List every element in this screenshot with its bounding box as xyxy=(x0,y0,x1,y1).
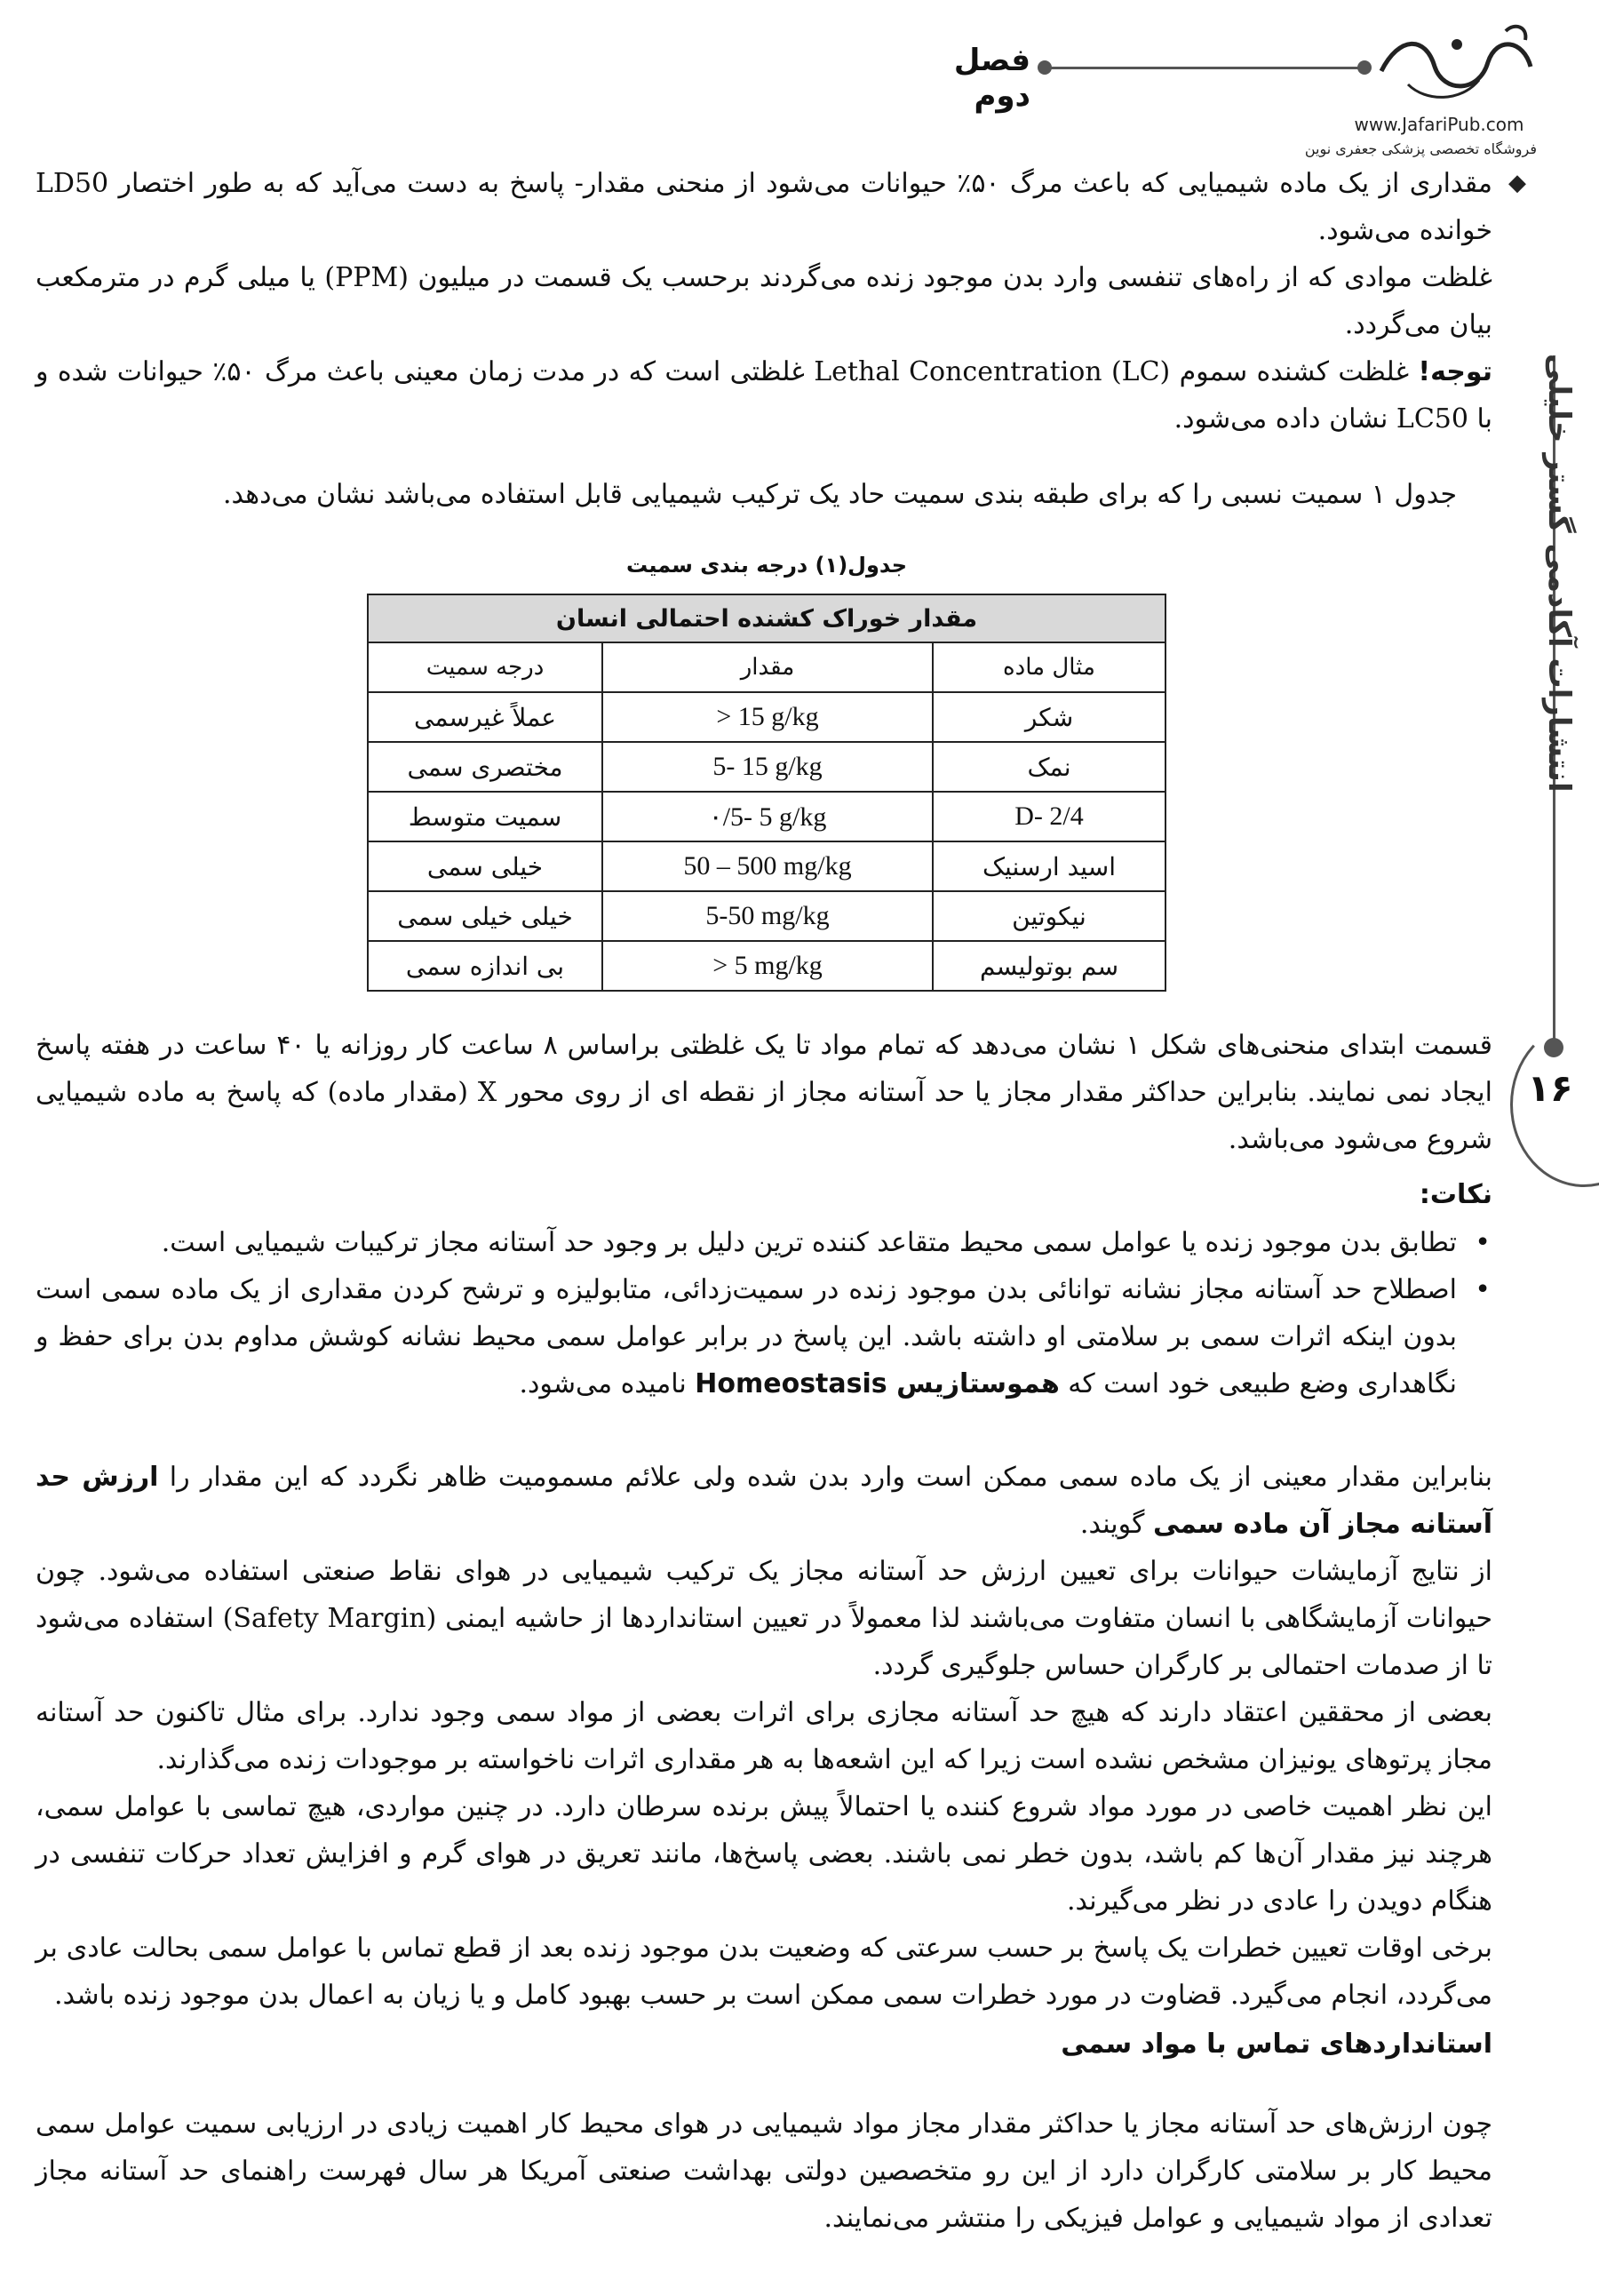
table-row xyxy=(368,792,1165,841)
column-header: مقدار xyxy=(602,642,933,692)
header-rule xyxy=(1044,67,1364,69)
table-cell: عملاً غیرسمی xyxy=(368,692,602,742)
list-item: • تطابق بدن موجود زنده یا عوامل سمی محیط متقاعد کننده ترین دلیل بر وجود حد آستانه مجاز ترکیبات شیمیایی است. xyxy=(36,1219,1457,1266)
table-cell: > 5 mg/kg xyxy=(602,941,933,991)
table-cell: بی اندازه سمی xyxy=(368,941,602,991)
paragraph-animal-tests: از نتایج آزمایشات حیوانات برای تعیین ارزش حد آستانه مجاز یک ترکیب شیمیایی در هوای نقاط صنعتی استفاده می‌شود. چون حیوانات آزمایشگاهی با انسان متفاوت می‌باشند لذا معمولاً در تعیین استانداردها از حاشیه ایمنی (Safety Margin) استفاده می‌شود تا از صدمات احتمالی بر کارگران حساس جلوگیری گردد. xyxy=(36,1556,1492,1681)
table-cell: D- 2/4 xyxy=(933,792,1165,841)
notes-heading: نکات: xyxy=(1419,1179,1492,1210)
paragraph-table-intro: جدول ۱ سمیت نسبی را که برای طبقه بندی سمیت حاد یک ترکیب شیمیایی قابل استفاده می‌باشد نشان می‌دهد. xyxy=(222,479,1457,510)
page-number: ۱۶ xyxy=(1527,1066,1573,1110)
table-cell: مختصری سمی xyxy=(368,742,602,792)
table-title-row xyxy=(368,594,1165,642)
paragraph-lc50 xyxy=(36,348,1492,442)
toxicity-table xyxy=(367,594,1166,992)
table-cell: اسید ارسنیک xyxy=(933,841,1165,891)
notes-list xyxy=(36,1219,1492,1407)
table-cell: 5- 15 g/kg xyxy=(602,742,933,792)
paragraph-ld50: ◆ مقداری از یک ماده شیمیایی که باعث مرگ ۵۰٪ حیوانات می‌شود از منحنی مقدار- پاسخ به دست می‌آید که به طور اختصار LD50 خوانده می‌شود. xyxy=(36,160,1492,254)
table-cell: شکر xyxy=(933,692,1165,742)
publisher-name: فروشگاه تخصصی پزشکی جعفری نوین xyxy=(1304,140,1537,157)
table-cell: > 15 g/kg xyxy=(602,692,933,742)
side-rule-dot xyxy=(1544,1038,1563,1057)
paragraph-curve: قسمت ابتدای منحنی‌های شکل ۱ نشان می‌دهد که تمام مواد تا یک غلظتی براساس ۸ ساعت کار روزانه یا ۴۰ ساعت در هفته پاسخ ایجاد نمی نمایند. بنابراین حداکثر مقدار مجاز یا حد آستانه مجاز از نقطه ای از روی محور X (مقدار ماده) که پاسخ به ماده شیمیایی شروع می‌شود می‌باشد. xyxy=(36,1030,1492,1155)
table-cell: نیکوتین xyxy=(933,891,1165,941)
threshold-term: ارزش حد آستانه مجاز آن ماده سمی xyxy=(36,1462,1492,1540)
paragraph-threshold-value xyxy=(36,1454,1492,1548)
side-publisher-text: انتشارات آکادمی گستر خلیلی xyxy=(1541,354,1577,793)
chapter-title: فصل دوم xyxy=(953,43,1030,114)
homeostasis-term: هموستازیس Homeostasis xyxy=(695,1368,1060,1399)
paragraph-recovery: برخی اوقات تعیین خطرات یک پاسخ بر حسب سرعتی که وضعیت بدن موجود زنده بعد از قطع تماس با عوامل سمی بحالت عادی بر می‌گردد، انجام می‌گیرد. قضاوت در مورد خطرات سمی ممکن است بر حسب بهبود کامل و یا زیان به اعمال بدن موجود زنده باشد. xyxy=(36,1933,1492,2011)
publisher-logo xyxy=(1372,18,1537,107)
paragraph-carcinogens: این نظر اهمیت خاصی در مورد مواد شروع کننده یا احتمالاً پیش برنده سرطان دارد. در چنین مواردی، هیچ تماسی با عوامل سمی، هرچند نیز مقدار آن‌ها کم باشد، بدون خطر نمی باشند. بعضی پاسخ‌ها، مانند تعریق در هوای گرم و افزایش تعداد حرکات تنفسی در هنگام دویدن را عادی در نظر می‌گیرند. xyxy=(36,1791,1492,1917)
table-cell: سم بوتولیسم xyxy=(933,941,1165,991)
list-item xyxy=(36,1266,1457,1407)
column-header: مثال ماده xyxy=(933,642,1165,692)
column-header: درجه سمیت xyxy=(368,642,602,692)
table-row xyxy=(368,941,1165,991)
table-row xyxy=(368,692,1165,742)
table-row xyxy=(368,891,1165,941)
paragraph-text: بنابراین مقدار معینی از یک ماده سمی ممکن است وارد بدن شده ولی علائم مسمومیت ظاهر نگردد که این مقدار را xyxy=(158,1462,1492,1493)
header-rule-dot xyxy=(1357,60,1372,75)
table-cell: خیلی خیلی سمی xyxy=(368,891,602,941)
table-row xyxy=(368,742,1165,792)
section-heading: استانداردهای تماس با مواد سمی xyxy=(1061,2029,1492,2060)
table-cell: نمک xyxy=(933,742,1165,792)
table-cell: 50 – 500 mg/kg xyxy=(602,841,933,891)
note-label: توجه! xyxy=(1418,356,1492,387)
table-row xyxy=(368,841,1165,891)
paragraph-no-threshold: بعضی از محققین اعتقاد دارند که هیچ حد آستانه مجازی برای اثرات بعضی از مواد سمی وجود ندارد. برای مثال تاکنون حد آستانه مجاز پرتوهای یونیزان مشخص نشده است زیرا که این اشعه‌ها به هر مقداری اثرات ناخواسته بر موجودات زنده می‌گذارند. xyxy=(36,1697,1492,1775)
paragraph-text: گویند. xyxy=(1079,1509,1153,1540)
table-header-row xyxy=(368,642,1165,692)
table-cell: 5-50 mg/kg xyxy=(602,891,933,941)
paragraph-standards: چون ارزش‌های حد آستانه مجاز یا حداکثر مقدار مجاز مواد شیمیایی در هوای محیط کار اهمیت زیادی در ارزیابی سمیت عوامل سمی محیط کار بر سلامتی کارگران دارد از این رو متخصصین دولتی بهداشت صنعتی آمریکا هر سال فهرست راهنمای حد آستانه مجاز تعدادی از مواد شیمیایی و عوامل فیزیکی را منتشر می‌نمایند. xyxy=(36,2109,1492,2234)
list-item-text: نامیده می‌شود. xyxy=(519,1368,696,1399)
paragraph-ppm: غلظت موادی که از راه‌های تنفسی وارد بدن موجود زنده می‌گردند برحسب یک قسمت در میلیون (PPM) یا میلی گرم در مترمکعب بیان می‌گردد. xyxy=(36,262,1492,340)
table-cell: خیلی سمی xyxy=(368,841,602,891)
table-title: مقدار خوراک کشنده احتمالی انسان xyxy=(368,594,1165,642)
paragraph-lc50-text: غلظت کشنده سموم Lethal Concentration (LC) غلظتی است که در مدت زمان معینی باعث مرگ ۵۰٪ حیوانات شده و با LC50 نشان داده می‌شود. xyxy=(36,356,1492,434)
table-caption: جدول(۱) درجه بندی سمیت xyxy=(625,553,908,578)
list-item-text: اصطلاح حد آستانه مجاز نشانه توانائی بدن موجود زنده در سمیت‌زدائی، متابولیزه و ترشح کردن مقداری از یک ماده سمی است بدون اینکه اثرات سمی بر سلامتی او داشته باشد. این پاسخ در برابر عوامل سمی محیط نشانه کوشش مداوم بدن برای حفظ و نگاهداری وضع طبیعی خود است که xyxy=(36,1274,1457,1399)
table-cell: سمیت متوسط xyxy=(368,792,602,841)
table-cell: ۰/5- 5 g/kg xyxy=(602,792,933,841)
publisher-url: www.JafariPub.com xyxy=(1354,114,1524,135)
